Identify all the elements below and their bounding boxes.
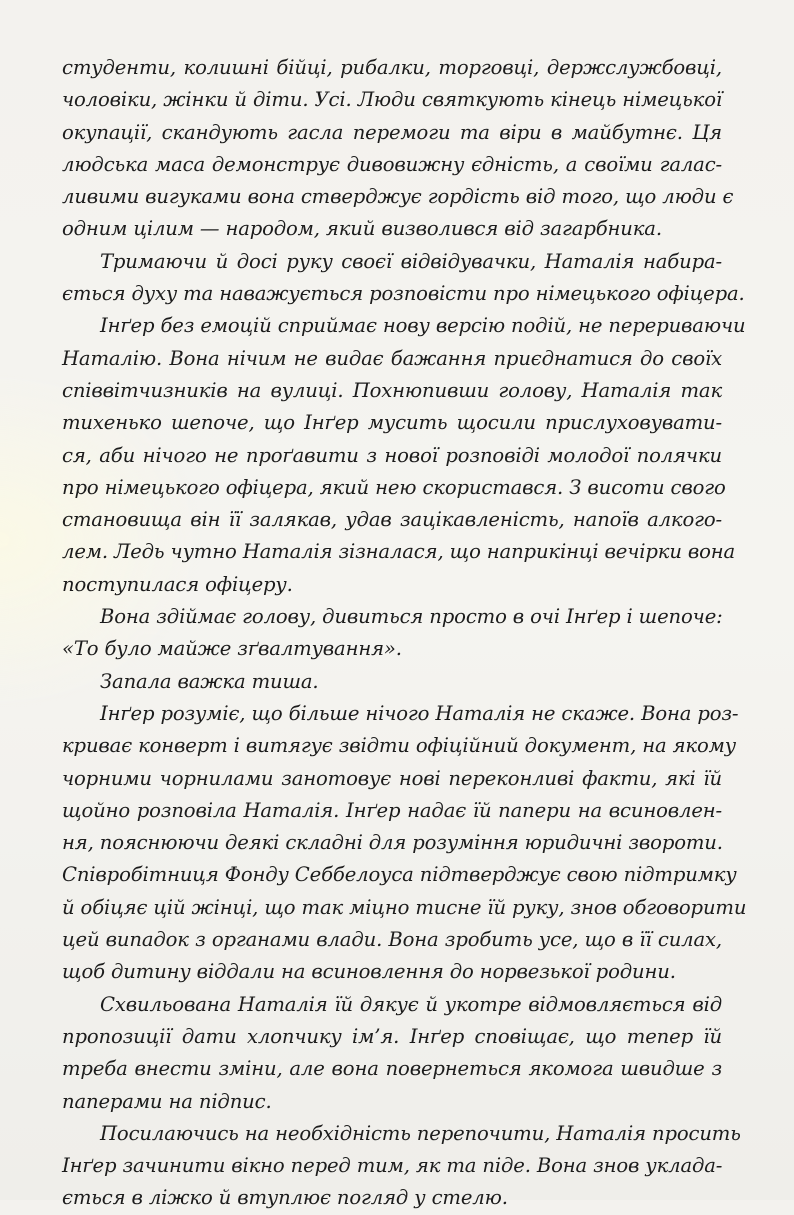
- text-line: одним цілим — народом, який визволився від загарбника.: [62, 217, 662, 241]
- text-line: становища він її залякав, удав зацікавленість, напоїв алкого-: [62, 508, 722, 532]
- text-line: Запала важка тиша.: [100, 669, 319, 693]
- text-line: треба внести зміни, але вона повернеться якомога швидше з: [62, 1057, 722, 1081]
- text-line: паперами на підпис.: [62, 1089, 272, 1113]
- text-line: «То було майже зґвалтування».: [62, 637, 402, 661]
- text-line: про німецького офіцера, який нею скористався. З висоти свого: [62, 475, 726, 499]
- text-line: людська маса демонструє дивовижну єдність, а своїми галас-: [62, 152, 722, 176]
- text-line: ється духу та наважується розповісти про німецького офіцера.: [62, 282, 745, 306]
- text-line: цей випадок з органами влади. Вона зробить усе, що в її силах,: [62, 928, 722, 952]
- text-line: Співробітниця Фонду Себбелоуса підтверджує свою підтримку: [62, 863, 737, 887]
- text-line: ся, аби нічого не проґавити з нової розповіді молодої полячки: [62, 443, 722, 467]
- text-line: чорними чорнилами занотовує нові переконливі факти, які їй: [62, 766, 722, 790]
- text-line: Тримаючи й досі руку своєї відвідувачки, Наталія набира-: [100, 249, 722, 273]
- text-line: Схвильована Наталія їй дякує й укотре відмовляється від: [100, 992, 722, 1016]
- text-line: Посилаючись на необхідність перепочити, Наталія просить: [100, 1121, 741, 1145]
- text-line: лем. Ледь чутно Наталія зізналася, що наприкінці вечірки вона: [62, 540, 736, 564]
- text-line: криває конверт і витягує звідти офіційний документ, на якому: [62, 734, 736, 758]
- text-line: Наталію. Вона нічим не видає бажання приєднатися до своїх: [62, 346, 722, 370]
- text-line: поступилася офіцеру.: [62, 572, 293, 596]
- text-line: Інґер розуміє, що більше нічого Наталія не скаже. Вона роз-: [100, 701, 739, 725]
- text-line: ня, пояснюючи деякі складні для розуміння юридичні звороти.: [62, 831, 723, 855]
- text-line: щойно розповіла Наталія. Інґер надає їй папери на всиновлен-: [62, 798, 722, 822]
- text-line: студенти, колишні бійці, рибалки, торговці, держслужбовці,: [62, 56, 722, 79]
- text-line: окупації, скандують гасла перемоги та віри в майбутнє. Ця: [62, 120, 722, 144]
- text-line: Інґер без емоцій сприймає нову версію подій, не перериваючи: [100, 314, 746, 338]
- text-line: пропозиції дати хлопчику ім’я. Інґер сповіщає, що тепер їй: [62, 1024, 722, 1048]
- text-line: ливими вигуками вона стверджує гордість від того, що люди є: [62, 185, 734, 209]
- text-line: ється в ліжко й втуплює погляд у стелю.: [62, 1186, 508, 1210]
- text-line: Вона здіймає голову, дивиться просто в очі Інґер і шепоче:: [100, 605, 723, 629]
- text-line: тихенько шепоче, що Інґер мусить щосили прислуховувати-: [62, 411, 722, 435]
- text-line: співвітчизників на вулиці. Похнюпивши голову, Наталія так: [62, 378, 722, 402]
- text-line: чоловіки, жінки й діти. Усі. Люди святкують кінець німецької: [62, 88, 722, 112]
- text-line: й обіцяє цій жінці, що так міцно тисне їй руку, знов обговорити: [62, 895, 747, 919]
- text-line: щоб дитину віддали на всиновлення до норвезької родини.: [62, 960, 676, 984]
- text-line: Інґер зачинити вікно перед тим, як та піде. Вона знов уклада-: [62, 1154, 723, 1178]
- page-text: [62, 52, 747, 1215]
